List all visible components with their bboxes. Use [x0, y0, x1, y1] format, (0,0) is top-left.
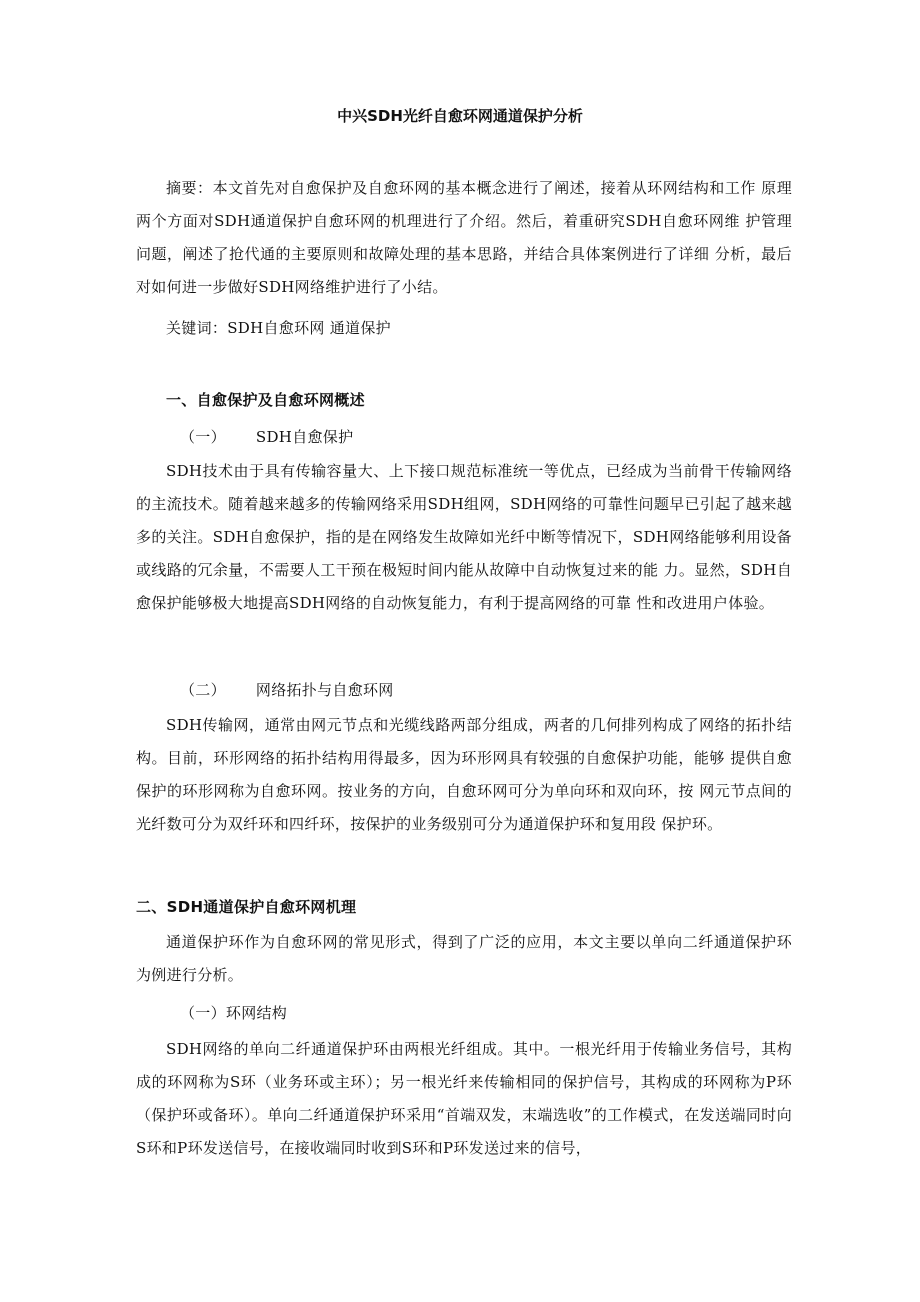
subsection-1-2-paragraph: SDH传输网，通常由网元节点和光缆线路两部分组成，两者的几何排列构成了网络的拓扑结构。目前，环形网络的拓扑结构用得最多，因为环形网具有较强的自愈保护功能，能够 提供自愈保护的环形网称为自愈环网。按业务的方向，自愈环网可分为单向环和双向环，按 网元节点间的光纤数可分为双纤环和四纤环，按保护的业务级别可分为通道保护环和复用段 保护环。 — [136, 716, 792, 833]
subsection-1-1-heading — [180, 425, 353, 449]
subsection-1-2-title: 网络拓扑与自愈环网 — [255, 681, 394, 699]
subsection-2-1-heading: （一）环网结构 — [180, 1004, 288, 1022]
abstract-paragraph: 摘要：本文首先对自愈保护及自愈环网的基本概念进行了阐述，接着从环网结构和工作 原理两个方面对SDH通道保护自愈环网的机理进行了介绍。然后，着重研究SDH自愈环网维 护管理问题，阐述了抢代通的主要原则和故障处理的基本思路，并结合具体案例进行了详细 分析，最后对如何进一步做好SDH网络维护进行了小结。 — [136, 179, 792, 296]
subsection-1-1-paragraph: SDH技术由于具有传输容量大、上下接口规范标准统一等优点，已经成为当前骨干传输网络的主流技术。随着越来越多的传输网络采用SDH组网，SDH网络的可靠性问题早已引起了越来越多的关注。SDH自愈保护，指的是在网络发生故障如光纤中断等情况下，SDH网络能够利用设备或线路的冗余量，不需要人工干预在极短时间内能从故障中自动恢复过来的能 力。显然，SDH自愈保护能够极大地提高SDH网络的自动恢复能力，有利于提高网络的可靠 性和改进用户体验。 — [136, 462, 792, 612]
subsection-1-2-heading — [180, 678, 394, 702]
subsection-1-1-title: SDH自愈保护 — [255, 428, 354, 446]
section-2-heading: 二、SDH通道保护自愈环网机理 — [136, 898, 357, 916]
subsection-2-1-paragraph: SDH网络的单向二纤通道保护环由两根光纤组成。其中。一根光纤用于传输业务信号，其构成的环网称为S环（业务环或主环）；另一根光纤来传输相同的保护信号，其构成的环网称为P环（保护环或备环）。单向二纤通道保护环采用“首端双发，末端选收”的工作模式，在发送端同时向S环和P环发送信号，在接收端同时收到S环和P环发送过来的信号， — [136, 1040, 792, 1157]
section-2-intro-paragraph: 通道保护环作为自愈环网的常见形式，得到了广泛的应用，本文主要以单向二纤通道保护环为例进行分析。 — [136, 933, 792, 984]
section-1-heading: 一、自愈保护及自愈环网概述 — [166, 391, 365, 409]
keywords-line: 关键词：SDH自愈环网 通道保护 — [166, 319, 391, 337]
subsection-1-1-number: （一） — [180, 428, 226, 446]
subsection-1-2-number: （二） — [180, 681, 226, 699]
document-title: 中兴SDH光纤自愈环网通道保护分析 — [337, 107, 583, 125]
